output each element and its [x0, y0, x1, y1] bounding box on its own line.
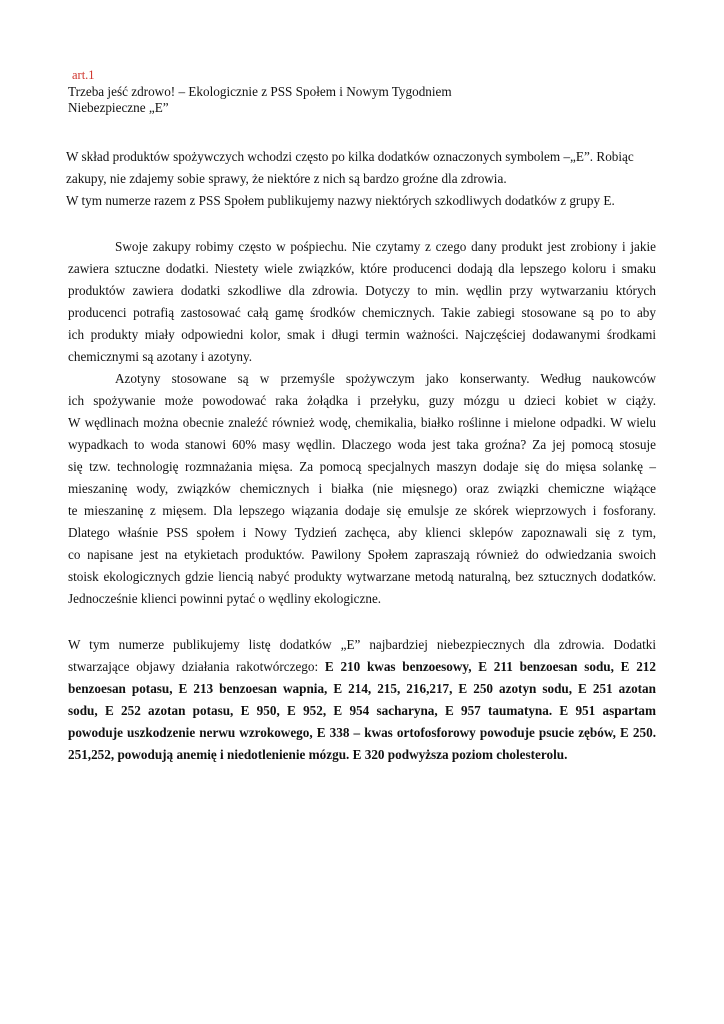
additive-list-line: powoduje uszkodzenie nerwu wzrokowego, E 338 – kwas ortofosforowy powoduje psucie zębów, E 250. [68, 725, 656, 740]
body-line: Azotyny stosowane są w przemyśle spożywczym jako konserwanty. Według naukowców [115, 371, 656, 386]
body-line: Swoje zakupy robimy często w pośpiechu. Nie czytamy z czego dany produkt jest zrobiony i jakie [115, 239, 656, 254]
additive-list-line: 251,252, powodują anemię i niedotlenienie mózgu. E 320 podwyższa poziom cholesterolu. [68, 747, 568, 762]
additive-list-text: E 210 kwas benzoesowy, E 211 benzoesan sodu, E 212 [324, 659, 656, 674]
body-line: stoisk ekologicznych gdzie liencią nabyć produkty wytwarzane metodą naturalną, bez sztucznych dodatków. [68, 569, 656, 584]
body-line: te mieszaninę z mięsem. Dla lepszego wiązania dodaje się emulsje ze skórek wieprzowych i fosforany. [68, 503, 656, 518]
article-label: art.1 [72, 68, 95, 82]
body-line: produktów zawiera dodatki szkodliwe dla zdrowia. Dotyczy to min. wędlin przy wytwarzaniu których [68, 283, 656, 298]
additive-list-line: benzoesan potasu, E 213 benzoesan wapnia, E 214, 215, 216,217, E 250 azotyn sodu, E 251 azotan [68, 681, 656, 696]
additive-list-line: sodu, E 252 azotan potasu, E 950, E 952, E 954 sacharyna, E 957 taumatyna. E 951 aspartam [68, 703, 656, 718]
body-line: co napisane jest na etykietach produktów. Pawilony Społem zapraszają również do odwiedzania swoich [68, 547, 656, 562]
body-line: ich spożywanie może powodować raka żołądka i przełyku, guzy mózgu u dzieci kobiet w ciąży. [68, 393, 656, 408]
body-line-mixed [68, 656, 656, 678]
body-line: wypadkach to woda stanowi 60% masy wędlin. Dlaczego woda jest taka groźna? Za jej pomocą stosuje [68, 437, 656, 452]
article-subtitle: Niebezpieczne „E” [68, 100, 169, 115]
intro-line: W skład produktów spożywczych wchodzi często po kilka dodatków oznaczonych symbolem –„E”. Robiąc [66, 149, 634, 164]
body-line: W wędlinach można obecnie znaleźć również wodę, chemikalia, białko roślinne i mielone odpadki. W wielu [68, 415, 656, 430]
body-line: ich produkty miały odpowiedni kolor, smak i długi termin ważności. Najczęściej dodawanymi środkami [68, 327, 656, 342]
intro-line: zakupy, nie zdajemy sobie sprawy, że niektóre z nich są bardzo groźne dla zdrowia. [66, 171, 507, 186]
article-title: Trzeba jeść zdrowo! – Ekologicznie z PSS Społem i Nowym Tygodniem [68, 84, 452, 99]
body-line: zawiera sztuczne dodatki. Niestety wiele związków, które producenci dodają dla lepszego koloru i smaku [68, 261, 656, 276]
body-line: się tzw. technologię rozmnażania mięsa. Za pomocą specjalnych maszyn dodaje się do mięsa solankę – [68, 459, 656, 474]
body-line: producenci potrafią zastosować całą gamę środków chemicznych. Takie zabiegi stosowane są po to aby [68, 305, 656, 320]
body-line: Jednocześnie klienci powinni pytać o wędliny ekologiczne. [68, 591, 382, 606]
body-line: Dlatego właśnie PSS społem i Nowy Tydzień zachęca, aby klienci sklepów zapoznawali się z tym, [68, 525, 656, 540]
body-line: chemicznymi są azotany i azotyny. [68, 349, 253, 364]
body-line: mieszaninę wody, związków chemicznych i białka (nie mięsnego) oraz związki chemiczne wiążące [68, 481, 656, 496]
body-text: stwarzające objawy działania rakotwórczego: [68, 659, 325, 674]
body-line: W tym numerze publikujemy listę dodatków „E” najbardziej niebezpiecznych dla zdrowia. Dodatki [68, 637, 656, 652]
intro-line: W tym numerze razem z PSS Społem publikujemy nazwy niektórych szkodliwych dodatków z grupy E. [66, 193, 615, 208]
